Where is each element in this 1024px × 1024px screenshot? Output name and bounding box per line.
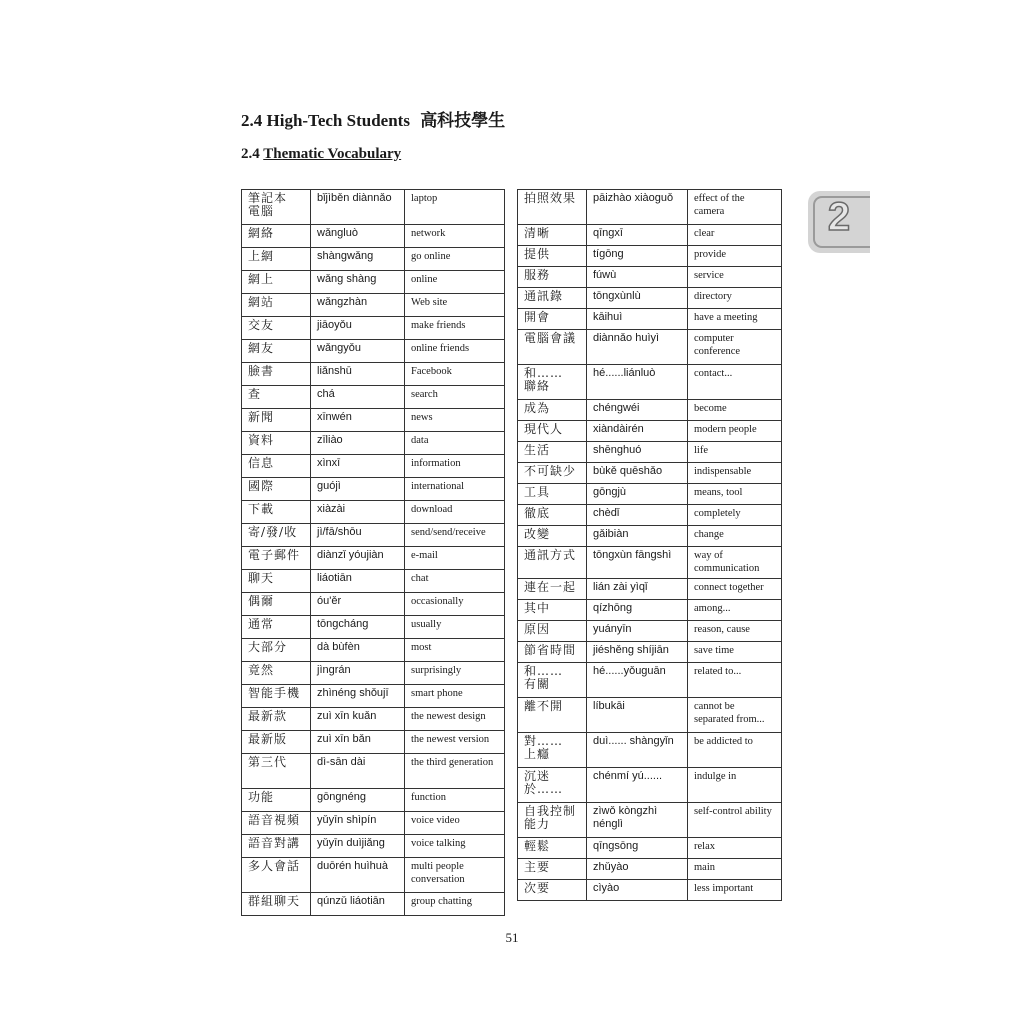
chinese-term: 大部分: [242, 639, 311, 662]
right-vocab-row: [518, 838, 782, 859]
chinese-term: 臉書: [242, 363, 311, 386]
right-vocab-row: [518, 579, 782, 600]
pinyin: tōngcháng: [311, 616, 405, 639]
english-meaning: data: [405, 432, 505, 455]
chinese-term: 查: [242, 386, 311, 409]
right-vocab-row: [518, 663, 782, 698]
right-vocab-row: [518, 267, 782, 288]
left-vocab-row: [242, 789, 505, 812]
chinese-term: 自我控制 能力: [518, 803, 587, 838]
pinyin: wǎngzhàn: [311, 294, 405, 317]
pinyin: chéngwéi: [587, 400, 688, 421]
pinyin: cìyào: [587, 880, 688, 901]
pinyin: chénmí yú......: [587, 768, 688, 803]
left-vocab-row: [242, 432, 505, 455]
chinese-term: 徹底: [518, 505, 587, 526]
chinese-term: 電腦會議: [518, 330, 587, 365]
pinyin: diànnǎo huìyì: [587, 330, 688, 365]
english-meaning: self-control ability: [688, 803, 782, 838]
pinyin: chèdǐ: [587, 505, 688, 526]
pinyin: fúwù: [587, 267, 688, 288]
chinese-term: 開會: [518, 309, 587, 330]
english-meaning: download: [405, 501, 505, 524]
left-vocab-row: [242, 835, 505, 858]
chinese-term: 對…… 上癮: [518, 733, 587, 768]
english-meaning: relax: [688, 838, 782, 859]
section-number: 2.4: [241, 111, 263, 130]
english-meaning: online: [405, 271, 505, 294]
pinyin: qīngsōng: [587, 838, 688, 859]
pinyin: pāizhào xiàoguǒ: [587, 190, 688, 225]
pinyin: zuì xīn bǎn: [311, 731, 405, 754]
pinyin: zīliào: [311, 432, 405, 455]
left-vocab-row: [242, 317, 505, 340]
english-meaning: way of communication: [688, 547, 782, 579]
english-meaning: occasionally: [405, 593, 505, 616]
right-vocab-row: [518, 600, 782, 621]
english-meaning: indulge in: [688, 768, 782, 803]
right-vocab-row: [518, 330, 782, 365]
section-title-english: High-Tech Students: [266, 111, 410, 130]
english-meaning: become: [688, 400, 782, 421]
english-meaning: service: [688, 267, 782, 288]
pinyin: shēnghuó: [587, 442, 688, 463]
chinese-term: 第三代: [242, 754, 311, 789]
chinese-term: 多人會話: [242, 858, 311, 893]
english-meaning: Web site: [405, 294, 505, 317]
pinyin: xìnxī: [311, 455, 405, 478]
chinese-term: 筆記本 電腦: [242, 190, 311, 225]
left-vocab-row: [242, 858, 505, 893]
english-meaning: smart phone: [405, 685, 505, 708]
pinyin: gōngnéng: [311, 789, 405, 812]
english-meaning: related to...: [688, 663, 782, 698]
chinese-term: 通常: [242, 616, 311, 639]
chinese-term: 竟然: [242, 662, 311, 685]
chinese-term: 信息: [242, 455, 311, 478]
right-vocab-row: [518, 698, 782, 733]
english-meaning: cannot be separated from...: [688, 698, 782, 733]
pinyin: yuányīn: [587, 621, 688, 642]
chinese-term: 通訊方式: [518, 547, 587, 579]
section-title: [241, 106, 505, 131]
left-vocab-row: [242, 616, 505, 639]
english-meaning: news: [405, 409, 505, 432]
pinyin: qúnzǔ liáotiān: [311, 893, 405, 916]
subtitle-text: Thematic Vocabulary: [263, 146, 402, 162]
right-vocab-row: [518, 463, 782, 484]
pinyin: duì...... shàngyǐn: [587, 733, 688, 768]
pinyin: wǎngluò: [311, 225, 405, 248]
english-meaning: indispensable: [688, 463, 782, 484]
left-vocab-row: [242, 524, 505, 547]
english-meaning: network: [405, 225, 505, 248]
english-meaning: connect together: [688, 579, 782, 600]
english-meaning: the newest design: [405, 708, 505, 731]
right-vocab-row: [518, 309, 782, 330]
page-number: 51: [505, 930, 519, 945]
english-meaning: international: [405, 478, 505, 501]
english-meaning: the newest version: [405, 731, 505, 754]
english-meaning: among...: [688, 600, 782, 621]
chinese-term: 工具: [518, 484, 587, 505]
left-vocab-row: [242, 248, 505, 271]
chapter-tab: [808, 191, 870, 253]
chinese-term: 最新版: [242, 731, 311, 754]
right-vocab-row: [518, 642, 782, 663]
english-meaning: effect of the camera: [688, 190, 782, 225]
right-vocab-row: [518, 547, 782, 579]
english-meaning: less important: [688, 880, 782, 901]
left-vocab-row: [242, 593, 505, 616]
chinese-term: 網上: [242, 271, 311, 294]
left-vocab-row: [242, 271, 505, 294]
right-vocab-row: [518, 190, 782, 225]
pinyin: óu'ěr: [311, 593, 405, 616]
chinese-term: 沉迷 於……: [518, 768, 587, 803]
chinese-term: 聊天: [242, 570, 311, 593]
left-vocab-row: [242, 386, 505, 409]
english-meaning: contact...: [688, 365, 782, 400]
chinese-term: 不可缺少: [518, 463, 587, 484]
pinyin: tōngxùn fāngshì: [587, 547, 688, 579]
chinese-term: 網絡: [242, 225, 311, 248]
left-vocab-row: [242, 754, 505, 789]
right-vocab-row: [518, 421, 782, 442]
chapter-number: 2: [827, 195, 851, 239]
chinese-term: 拍照效果: [518, 190, 587, 225]
chinese-term: 生活: [518, 442, 587, 463]
chinese-term: 交友: [242, 317, 311, 340]
chinese-term: 下載: [242, 501, 311, 524]
right-vocab-row: [518, 225, 782, 246]
pinyin: tōngxùnlù: [587, 288, 688, 309]
vocabulary-table-left: [241, 189, 505, 916]
section-title-chinese: 高科技學生: [420, 111, 506, 130]
english-meaning: send/send/receive: [405, 524, 505, 547]
english-meaning: modern people: [688, 421, 782, 442]
english-meaning: group chatting: [405, 893, 505, 916]
chinese-term: 原因: [518, 621, 587, 642]
pinyin: kāihuì: [587, 309, 688, 330]
left-vocab-row: [242, 455, 505, 478]
chinese-term: 主要: [518, 859, 587, 880]
english-meaning: function: [405, 789, 505, 812]
right-vocab-row: [518, 880, 782, 901]
english-meaning: most: [405, 639, 505, 662]
english-meaning: life: [688, 442, 782, 463]
pinyin: jiéshěng shíjiān: [587, 642, 688, 663]
pinyin: zuì xīn kuǎn: [311, 708, 405, 731]
left-vocab-row: [242, 731, 505, 754]
pinyin: jì/fā/shōu: [311, 524, 405, 547]
right-vocab-row: [518, 733, 782, 768]
chinese-term: 偶爾: [242, 593, 311, 616]
pinyin: wǎngyǒu: [311, 340, 405, 363]
chinese-term: 語音視頻: [242, 812, 311, 835]
english-meaning: chat: [405, 570, 505, 593]
chinese-term: 網友: [242, 340, 311, 363]
english-meaning: voice talking: [405, 835, 505, 858]
chinese-term: 其中: [518, 600, 587, 621]
chinese-term: 新聞: [242, 409, 311, 432]
pinyin: shàngwǎng: [311, 248, 405, 271]
pinyin: tígōng: [587, 246, 688, 267]
english-meaning: have a meeting: [688, 309, 782, 330]
vocabulary-table-right: [517, 189, 782, 901]
pinyin: wǎng shàng: [311, 271, 405, 294]
section-subtitle: [241, 146, 401, 163]
pinyin: bǐjìběn diànnǎo: [311, 190, 405, 225]
chinese-term: 連在一起: [518, 579, 587, 600]
pinyin: yǔyīn duìjiǎng: [311, 835, 405, 858]
chinese-term: 群組聊天: [242, 893, 311, 916]
pinyin: gōngjù: [587, 484, 688, 505]
left-vocab-row: [242, 340, 505, 363]
pinyin: xiàzài: [311, 501, 405, 524]
chinese-term: 和…… 聯絡: [518, 365, 587, 400]
pinyin: liáotiān: [311, 570, 405, 593]
pinyin: duōrén huìhuà: [311, 858, 405, 893]
english-meaning: means, tool: [688, 484, 782, 505]
english-meaning: directory: [688, 288, 782, 309]
pinyin: zìwǒ kòngzhì nénglì: [587, 803, 688, 838]
pinyin: zhìnéng shǒujī: [311, 685, 405, 708]
pinyin: qīngxī: [587, 225, 688, 246]
pinyin: chá: [311, 386, 405, 409]
chinese-term: 清晰: [518, 225, 587, 246]
english-meaning: main: [688, 859, 782, 880]
chinese-term: 節省時間: [518, 642, 587, 663]
left-vocab-row: [242, 685, 505, 708]
right-vocab-row: [518, 484, 782, 505]
english-meaning: Facebook: [405, 363, 505, 386]
left-vocab-row: [242, 570, 505, 593]
chinese-term: 輕鬆: [518, 838, 587, 859]
left-vocab-row: [242, 225, 505, 248]
pinyin: lián zài yìqǐ: [587, 579, 688, 600]
english-meaning: save time: [688, 642, 782, 663]
english-meaning: information: [405, 455, 505, 478]
chinese-term: 上網: [242, 248, 311, 271]
chinese-term: 寄/發/收: [242, 524, 311, 547]
left-vocab-row: [242, 639, 505, 662]
right-vocab-row: [518, 859, 782, 880]
chinese-term: 離不開: [518, 698, 587, 733]
chinese-term: 網站: [242, 294, 311, 317]
pinyin: guójì: [311, 478, 405, 501]
english-meaning: multi people conversation: [405, 858, 505, 893]
english-meaning: completely: [688, 505, 782, 526]
left-vocab-row: [242, 501, 505, 524]
right-vocab-row: [518, 505, 782, 526]
left-vocab-row: [242, 893, 505, 916]
pinyin: gǎibiàn: [587, 526, 688, 547]
chinese-term: 語音對講: [242, 835, 311, 858]
pinyin: diànzǐ yóujiàn: [311, 547, 405, 570]
english-meaning: computer conference: [688, 330, 782, 365]
english-meaning: reason, cause: [688, 621, 782, 642]
left-vocab-row: [242, 294, 505, 317]
chinese-term: 通訊錄: [518, 288, 587, 309]
chinese-term: 和…… 有關: [518, 663, 587, 698]
english-meaning: laptop: [405, 190, 505, 225]
pinyin: jìngrán: [311, 662, 405, 685]
chinese-term: 改變: [518, 526, 587, 547]
pinyin: hé......liánluò: [587, 365, 688, 400]
english-meaning: e-mail: [405, 547, 505, 570]
english-meaning: be addicted to: [688, 733, 782, 768]
right-vocab-row: [518, 526, 782, 547]
english-meaning: voice video: [405, 812, 505, 835]
right-vocab-row: [518, 365, 782, 400]
english-meaning: provide: [688, 246, 782, 267]
chinese-term: 最新款: [242, 708, 311, 731]
right-vocab-row: [518, 442, 782, 463]
pinyin: xiàndàirén: [587, 421, 688, 442]
english-meaning: make friends: [405, 317, 505, 340]
chinese-term: 次要: [518, 880, 587, 901]
pinyin: líbukāi: [587, 698, 688, 733]
chinese-term: 智能手機: [242, 685, 311, 708]
left-vocab-row: [242, 708, 505, 731]
left-vocab-row: [242, 190, 505, 225]
pinyin: yǔyīn shìpín: [311, 812, 405, 835]
left-vocab-row: [242, 478, 505, 501]
english-meaning: the third generation: [405, 754, 505, 789]
english-meaning: usually: [405, 616, 505, 639]
right-vocab-row: [518, 288, 782, 309]
pinyin: dì-sān dài: [311, 754, 405, 789]
pinyin: zhǔyào: [587, 859, 688, 880]
right-vocab-row: [518, 803, 782, 838]
english-meaning: change: [688, 526, 782, 547]
right-vocab-row: [518, 768, 782, 803]
english-meaning: online friends: [405, 340, 505, 363]
right-vocab-row: [518, 621, 782, 642]
pinyin: qízhōng: [587, 600, 688, 621]
pinyin: dà bùfèn: [311, 639, 405, 662]
chinese-term: 電子郵件: [242, 547, 311, 570]
subtitle-number: 2.4: [241, 146, 260, 162]
chinese-term: 功能: [242, 789, 311, 812]
english-meaning: clear: [688, 225, 782, 246]
right-vocab-row: [518, 246, 782, 267]
left-vocab-row: [242, 409, 505, 432]
chinese-term: 國際: [242, 478, 311, 501]
english-meaning: go online: [405, 248, 505, 271]
left-vocab-row: [242, 812, 505, 835]
left-vocab-row: [242, 363, 505, 386]
pinyin: jiāoyǒu: [311, 317, 405, 340]
pinyin: hé......yǒuguān: [587, 663, 688, 698]
pinyin: xīnwén: [311, 409, 405, 432]
left-vocab-row: [242, 662, 505, 685]
english-meaning: surprisingly: [405, 662, 505, 685]
pinyin: liǎnshū: [311, 363, 405, 386]
pinyin: bùkě quēshǎo: [587, 463, 688, 484]
chinese-term: 資料: [242, 432, 311, 455]
left-vocab-row: [242, 547, 505, 570]
chinese-term: 現代人: [518, 421, 587, 442]
chinese-term: 提供: [518, 246, 587, 267]
chinese-term: 成為: [518, 400, 587, 421]
chinese-term: 服務: [518, 267, 587, 288]
english-meaning: search: [405, 386, 505, 409]
right-vocab-row: [518, 400, 782, 421]
